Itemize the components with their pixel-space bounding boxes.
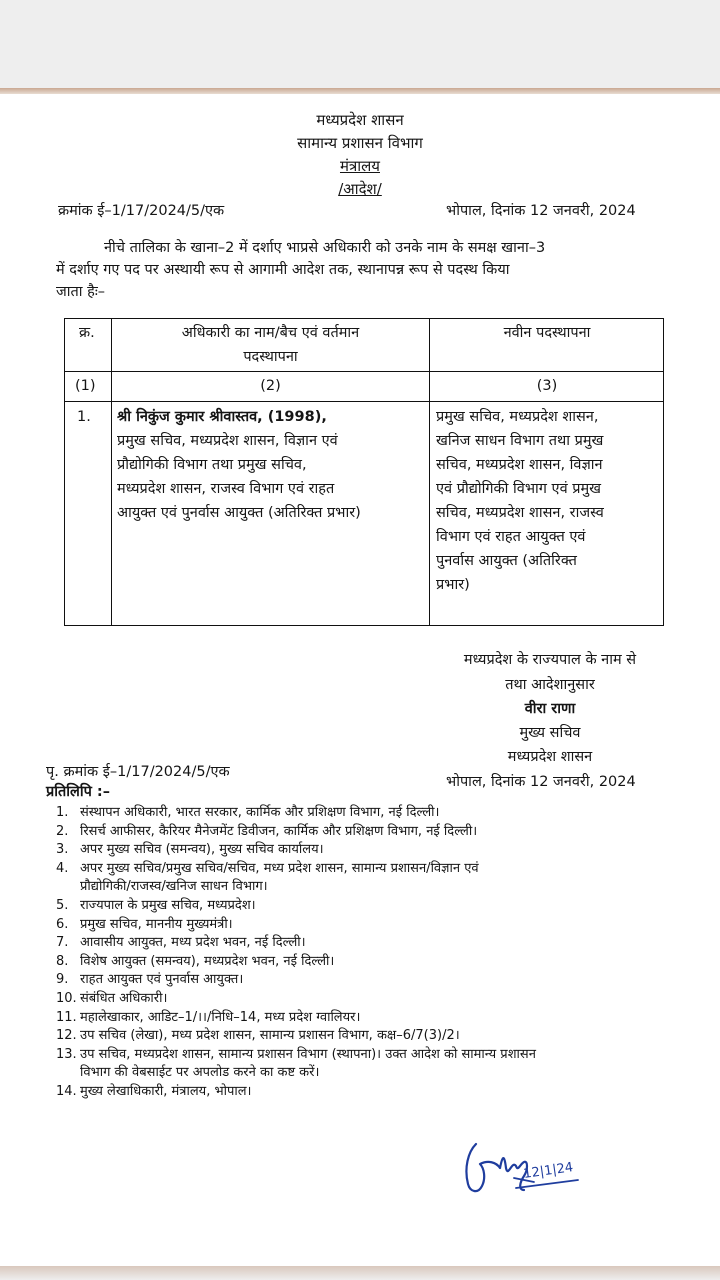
col-new-posting-header: नवीन पदस्थापना: [503, 325, 591, 341]
list-text: रिसर्च आफीसर, कैरियर मैनेजमेंट डिवीजन, कार्मिक और प्रशिक्षण विभाग, नई दिल्ली।: [80, 823, 478, 839]
col-index-1: (1): [75, 378, 96, 394]
new-posting-line-7: पुनर्वास आयुक्त (अतिरिक्त: [436, 553, 577, 569]
current-posting-line-1: प्रमुख सचिव, मध्यप्रदेश शासन, विज्ञान एवं: [117, 433, 338, 449]
header-order: /आदेश/: [338, 180, 382, 198]
signatory-office: मध्यप्रदेश शासन: [507, 749, 593, 765]
list-number: 3.: [56, 842, 69, 858]
copies-list: [56, 804, 680, 1102]
new-posting-line-4: एवं प्रौद्योगिकी विभाग एवं प्रमुख: [436, 481, 602, 497]
list-text: संस्थापन अधिकारी, भारत सरकार, कार्मिक और प्रशिक्षण विभाग, नई दिल्ली।: [80, 805, 440, 820]
list-text: संबंधित अधिकारी।: [80, 990, 168, 1006]
list-item: [56, 1046, 680, 1083]
list-text: मुख्य लेखाधिकारी, मंत्रालय, भोपाल।: [80, 1083, 252, 1099]
new-posting-line-1: प्रमुख सचिव, मध्यप्रदेश शासन,: [436, 409, 599, 425]
list-text: उप सचिव, मध्यप्रदेश शासन, सामान्य प्रशासन विभाग (स्थापना)। उक्त आदेश को सामान्य प्रशासन: [80, 1046, 536, 1062]
paper-bottom-edge: [0, 1266, 720, 1280]
col-officer-header-1: अधिकारी का नाम/बैच एवं वर्तमान: [181, 325, 360, 341]
list-number: 8.: [56, 953, 69, 969]
list-item: [56, 841, 680, 860]
order-place-date: भोपाल, दिनांक 12 जनवरी, 2024: [446, 203, 636, 219]
current-posting-line-4: आयुक्त एवं पुनर्वास आयुक्त (अतिरिक्त प्रभार): [117, 505, 361, 521]
list-number: 5.: [56, 897, 69, 913]
list-text: अपर मुख्य सचिव (समन्वय), मुख्य सचिव कार्यालय।: [80, 842, 324, 858]
order-number: क्रमांक ई–1/17/2024/5/एक: [58, 203, 225, 219]
list-item: [56, 934, 680, 953]
list-item: [56, 1009, 680, 1028]
officer-name: श्री निकुंज कुमार श्रीवास्तव, (1998),: [117, 409, 327, 425]
list-text: उप सचिव (लेखा), मध्य प्रदेश शासन, सामान्य प्रशासन विभाग, कक्ष–6/7(3)/2।: [80, 1028, 460, 1044]
list-number: 4.: [56, 860, 69, 876]
list-text: विशेष आयुक्त (समन्वय), मध्यप्रदेश भवन, नई दिल्ली।: [80, 953, 335, 969]
list-item: [56, 1027, 680, 1046]
list-text: राहत आयुक्त एवं पुनर्वास आयुक्त।: [80, 972, 244, 988]
header-government: मध्यप्रदेश शासन: [316, 111, 404, 129]
row-serial: 1.: [77, 409, 91, 425]
list-number: 7.: [56, 935, 69, 951]
list-number: 9.: [56, 972, 69, 988]
list-text: अपर मुख्य सचिव/प्रमुख सचिव/सचिव, मध्य प्रदेश शासन, सामान्य प्रशासन/विज्ञान एवं: [80, 860, 479, 876]
intro-line-2: में दर्शाए गए पद पर अस्थायी रूप से आगामी आदेश तक, स्थानापन्न रूप से पदस्थ किया: [56, 262, 510, 278]
col-index-2: (2): [260, 378, 281, 394]
copy-order-number: पृ. क्रमांक ई–1/17/2024/5/एक: [46, 764, 230, 780]
list-item: [56, 990, 680, 1009]
list-number: 11.: [56, 1009, 77, 1025]
header-ministry: मंत्रालय: [339, 157, 380, 175]
list-item: [56, 916, 680, 935]
signatory-name: वीरा राणा: [524, 701, 576, 717]
new-posting-line-8: प्रभार): [436, 577, 470, 593]
current-posting-line-2: प्रौद्योगिकी विभाग तथा प्रमुख सचिव,: [117, 457, 307, 473]
intro-line-1: नीचे तालिका के खाना–2 में दर्शाए भाप्रसे अधिकारी को उनके नाम के समक्ष खाना–3: [104, 240, 546, 256]
header-department: सामान्य प्रशासन विभाग: [297, 134, 423, 152]
signature-authority-1: मध्यप्रदेश के राज्यपाल के नाम से: [463, 652, 637, 668]
list-number: 2.: [56, 823, 69, 839]
new-posting-line-3: सचिव, मध्यप्रदेश शासन, विज्ञान: [436, 457, 603, 473]
new-posting-line-2: खनिज साधन विभाग तथा प्रमुख: [436, 433, 604, 449]
list-number: 13.: [56, 1046, 77, 1062]
list-item: [56, 897, 680, 916]
list-item: [56, 971, 680, 990]
list-item: [56, 804, 680, 823]
handwritten-initials: [458, 1138, 588, 1200]
posting-table: [64, 318, 664, 626]
list-number: 1.: [56, 805, 69, 820]
col-index-3: (3): [536, 378, 558, 394]
signatory-designation: मुख्य सचिव: [519, 725, 581, 741]
new-posting-line-5: सचिव, मध्यप्रदेश शासन, राजस्व: [436, 505, 604, 521]
col-officer-header-2: पदस्थापना: [243, 349, 298, 365]
list-number: 10.: [56, 990, 77, 1006]
list-text: राज्यपाल के प्रमुख सचिव, मध्यप्रदेश।: [80, 897, 256, 913]
list-text: महालेखाकार, आडिट–1/।।/निधि–14, मध्य प्रदेश ग्वालियर।: [80, 1009, 361, 1025]
signature-authority-2: तथा आदेशानुसार: [505, 677, 595, 693]
list-number: 6.: [56, 916, 69, 932]
list-item: [56, 1083, 680, 1102]
initials-date: 12|1|24: [522, 1160, 575, 1182]
intro-line-3: जाता हैः–: [56, 284, 106, 300]
copy-to-label: प्रतिलिपि :–: [46, 784, 110, 800]
new-posting-line-6: विभाग एवं राहत आयुक्त एवं: [436, 529, 586, 545]
col-serial-header: क्र.: [79, 325, 95, 341]
current-posting-line-3: मध्यप्रदेश शासन, राजस्व विभाग एवं राहत: [117, 481, 335, 497]
list-text-cont: विभाग की वेबसाईट पर अपलोड करने का कष्ट करें।: [80, 1065, 320, 1081]
list-text: आवासीय आयुक्त, मध्य प्रदेश भवन, नई दिल्ली।: [80, 935, 306, 951]
list-number: 14.: [56, 1083, 77, 1099]
list-text-cont: प्रौद्योगिकी/राजस्व/खनिज साधन विभाग।: [80, 879, 268, 895]
list-item: [56, 823, 680, 842]
list-item: [56, 953, 680, 972]
list-text: प्रमुख सचिव, माननीय मुख्यमंत्री।: [80, 916, 233, 932]
copy-place-date: भोपाल, दिनांक 12 जनवरी, 2024: [446, 774, 636, 790]
list-number: 12.: [56, 1028, 77, 1044]
list-item: [56, 860, 680, 897]
viewer-top-bar: [0, 0, 720, 88]
